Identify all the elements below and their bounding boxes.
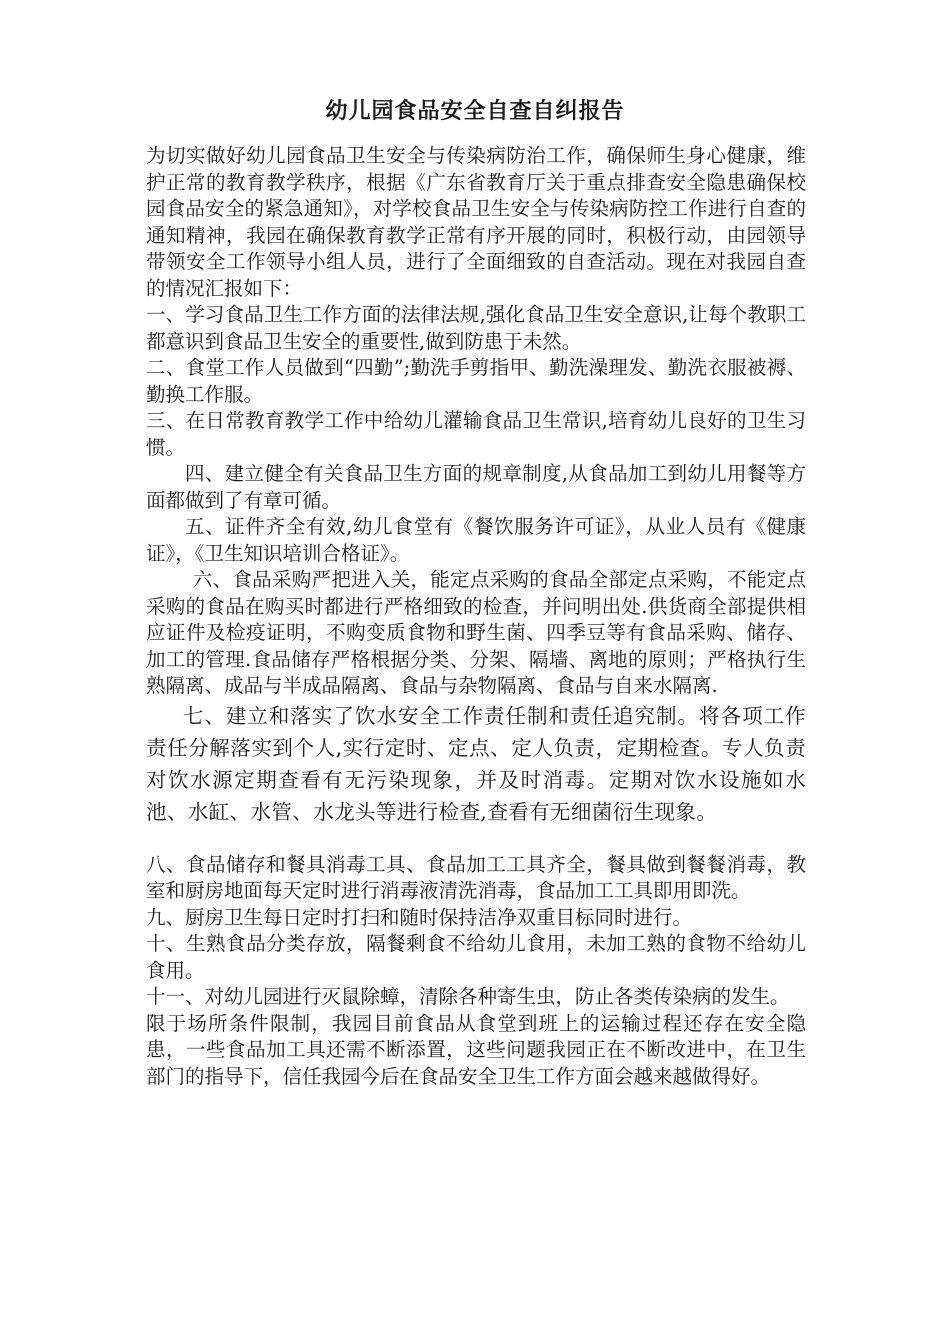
paragraph-item-9: 九、厨房卫生每日定时打扫和随时保持洁净双重目标同时进行。 bbox=[146, 905, 693, 929]
paragraph-item-1: 一、学习食品卫生工作方面的法律法规,强化食品卫生安全意识,让每个教职工都意识到食品卫生安全的重要性,做到防患于未然。 bbox=[146, 303, 806, 353]
paragraph-item-11: 十一、对幼儿园进行灭鼠除蟑，清除各种寄生虫，防止各类传染病的发生。 bbox=[146, 985, 790, 1008]
document-title: 幼儿园食品安全自查自纠报告 bbox=[325, 99, 625, 124]
paragraph-item-5: 五、证件齐全有效,幼儿食堂有《餐饮服务许可证》，从业人员有《健康证》，《卫生知识培训合格证》。 bbox=[146, 515, 806, 565]
paragraph-item-10: 十、生熟食品分类存放，隔餐剩食不给幼儿食用，未加工熟的食物不给幼儿食用。 bbox=[146, 932, 806, 982]
paragraph-item-3: 三、在日常教育教学工作中给幼儿灌输食品卫生常识,培育幼儿良好的卫生习惯。 bbox=[146, 409, 806, 459]
document-body bbox=[146, 143, 806, 1090]
paragraph-intro: 为切实做好幼儿园食品卫生安全与传染病防治工作，确保师生身心健康，维护正常的教育教学秩序，根据《广东省教育厅关于重点排查安全隐患确保校园食品安全的紧急通知》，对学校食品卫生安全与传染病防控工作进行自查的通知精神，我园在确保教育教学正常有序开展的同时，积极行动，由园领导带领安全工作领导小组人员，进行了全面细致的自查活动。现在对我园自查的情况汇报如下： bbox=[146, 144, 806, 300]
paragraph-item-4: 四、建立健全有关食品卫生方面的规章制度,从食品加工到幼儿用餐等方面都做到了有章可循。 bbox=[146, 462, 806, 512]
paragraph-item-2: 二、食堂工作人员做到“四勤”;勤洗手剪指甲、勤洗澡理发、勤洗衣服被褥、勤换工作服。 bbox=[146, 356, 806, 406]
paragraph-item-7: 七、建立和落实了饮水安全工作责任制和责任追究制。将各项工作责任分解落实到个人,实行定时、定点、定人负责，定期检查。专人负责对饮水源定期查看有无污染现象，并及时消毒。定期对饮水设施如水池、水缸、水管、水龙头等进行检查,查看有无细菌衍生现象。 bbox=[146, 703, 806, 824]
paragraph-item-8: 八、食品储存和餐具消毒工具、食品加工工具齐全，餐具做到餐餐消毒，教室和厨房地面每天定时进行消毒液清洗消毒，食品加工工具即用即洗。 bbox=[146, 852, 806, 902]
paragraph-gap bbox=[146, 828, 806, 852]
paragraph-conclusion: 限于场所条件限制，我园目前食品从食堂到班上的运输过程还存在安全隐患，一些食品加工具还需不断添置，这些问题我园正在不断改进中，在卫生部门的指导下，信任我园今后在食品安全卫生工作方面会越来越做得好。 bbox=[146, 1011, 806, 1088]
paragraph-item-6: 六、食品采购严把进入关，能定点采购的食品全部定点采购，不能定点采购的食品在购买时都进行严格细致的检查，并问明出处.供货商全部提供相应证件及检疫证明，不购变质食物和野生菌、四季豆等有食品采购、储存、加工的管理.食品储存严格根据分类、分架、隔墙、离地的原则；严格执行生熟隔离、成品与半成品隔离、食品与杂物隔离、食品与自来水隔离. bbox=[146, 568, 806, 697]
